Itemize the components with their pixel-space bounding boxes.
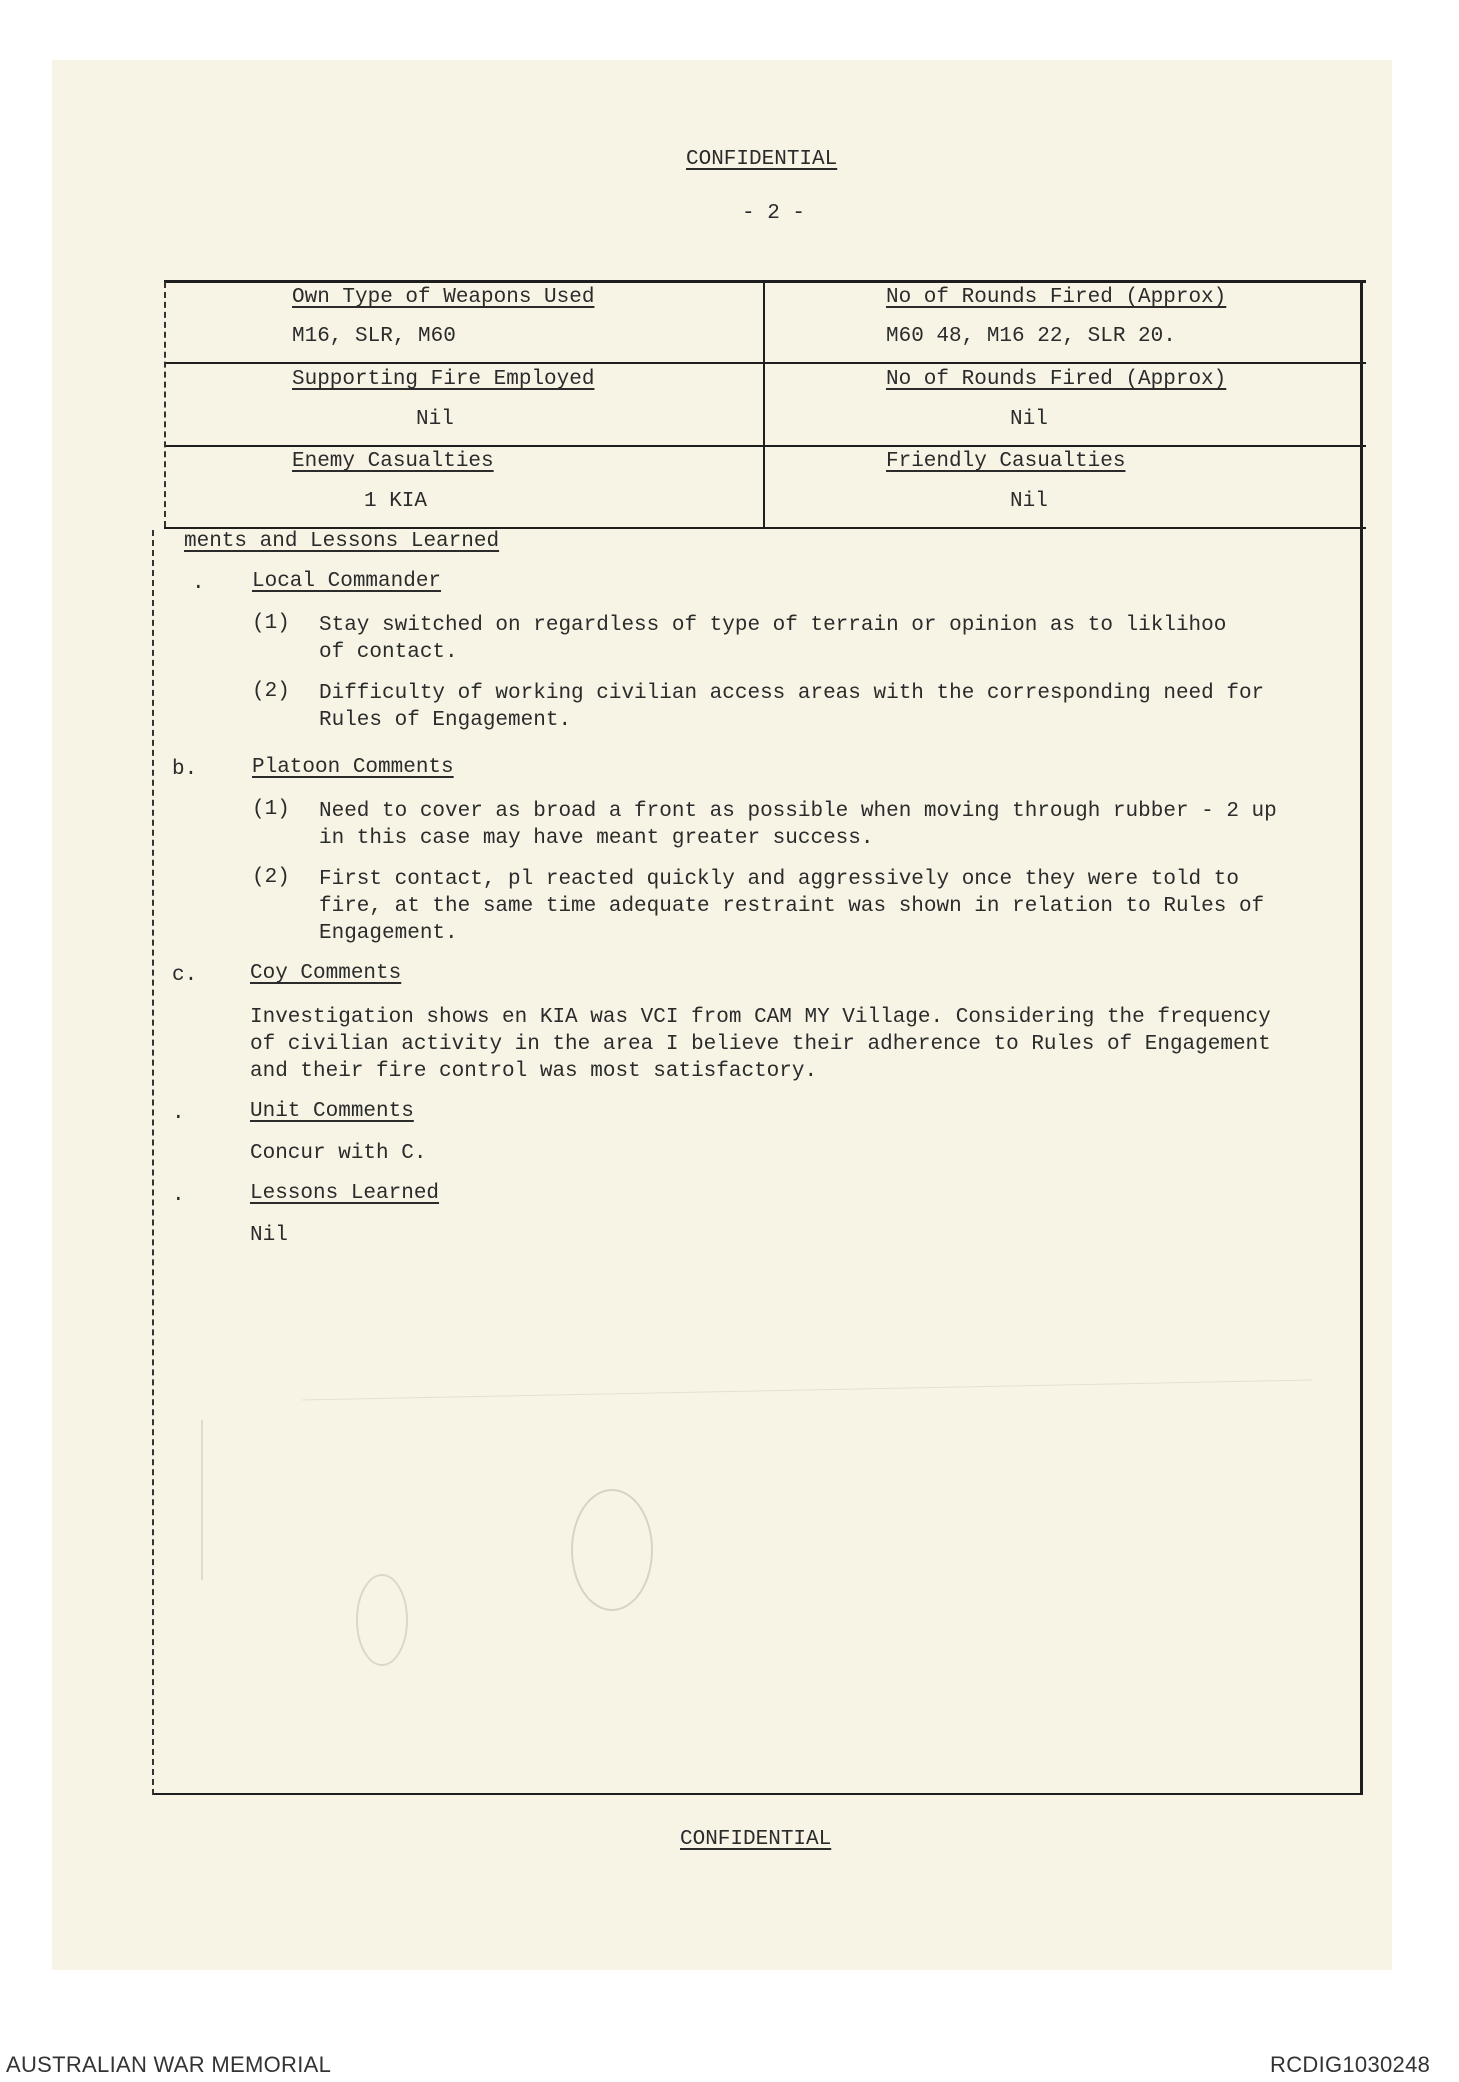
item-line: fire, at the same time adequate restraint was shown in relation to Rules of [319,895,1265,918]
item-line: of contact. [319,641,458,664]
item-line: in this case may have meant greater success. [319,827,874,850]
item-line: Stay switched on regardless of type of terrain or opinion as to liklihoo [319,614,1227,637]
lessons-heading: Lessons Learned [250,1182,440,1205]
local-commander-item-1 [319,612,1359,666]
local-commander-letter: . [192,572,205,595]
comments-section-heading: ments and Lessons Learned [184,530,500,553]
archive-label-left: AUSTRALIAN WAR MEMORIAL [6,2052,332,2077]
coy-line: of civilian activity in the area I believe their adherence to Rules of Engagement [250,1033,1271,1056]
item-number: (1) [252,612,290,635]
local-commander-heading: Local Commander [252,570,442,593]
archive-id-right: RCDIG1030248 [1270,2052,1431,2077]
friendly-casualties-heading: Friendly Casualties [886,450,1126,473]
own-weapons-heading: Own Type of Weapons Used [292,286,595,309]
item-line: Need to cover as broad a front as possible when moving through rubber - 2 up [319,800,1277,823]
header-classification: CONFIDENTIAL [686,148,838,171]
lessons-text: Nil [250,1224,288,1247]
support-rounds-value: Nil [1010,408,1048,431]
document-page [52,60,1392,1970]
lessons-letter: . [172,1184,185,1207]
platoon-letter: b. [172,758,198,781]
rounds-fired-heading: No of Rounds Fired (Approx) [886,286,1227,309]
coy-letter: c. [172,964,198,987]
supporting-fire-heading: Supporting Fire Employed [292,368,595,391]
platoon-heading: Platoon Comments [252,756,454,779]
platoon-item-1 [319,798,1394,852]
friendly-casualties-value: Nil [1010,490,1048,513]
item-line: Rules of Engagement. [319,709,572,732]
unit-letter: . [172,1102,185,1125]
unit-heading: Unit Comments [250,1100,414,1123]
item-line: First contact, pl reacted quickly and aggressively once they were told to [319,868,1239,891]
enemy-casualties-value: 1 KIA [364,490,428,513]
coy-line: Investigation shows en KIA was VCI from CAM MY Village. Considering the frequency [250,1006,1271,1029]
platoon-item-2 [319,866,1364,947]
coy-heading: Coy Comments [250,962,402,985]
enemy-casualties-heading: Enemy Casualties [292,450,494,473]
item-number: (2) [252,680,290,703]
item-number: (1) [252,798,290,821]
page-number: - 2 - [742,202,806,225]
item-line: Engagement. [319,922,458,945]
item-number: (2) [252,866,290,889]
supporting-fire-value: Nil [416,408,454,431]
footer-classification: CONFIDENTIAL [680,1828,832,1851]
coy-line: and their fire control was most satisfactory. [250,1060,818,1083]
unit-text: Concur with C. [250,1142,427,1165]
item-line: Difficulty of working civilian access areas with the corresponding need for [319,682,1265,705]
own-weapons-value: M16, SLR, M60 [292,325,456,348]
coy-comments [250,1004,1350,1085]
support-rounds-heading: No of Rounds Fired (Approx) [886,368,1227,391]
local-commander-item-2 [319,680,1364,734]
rounds-fired-value: M60 48, M16 22, SLR 20. [886,325,1176,348]
